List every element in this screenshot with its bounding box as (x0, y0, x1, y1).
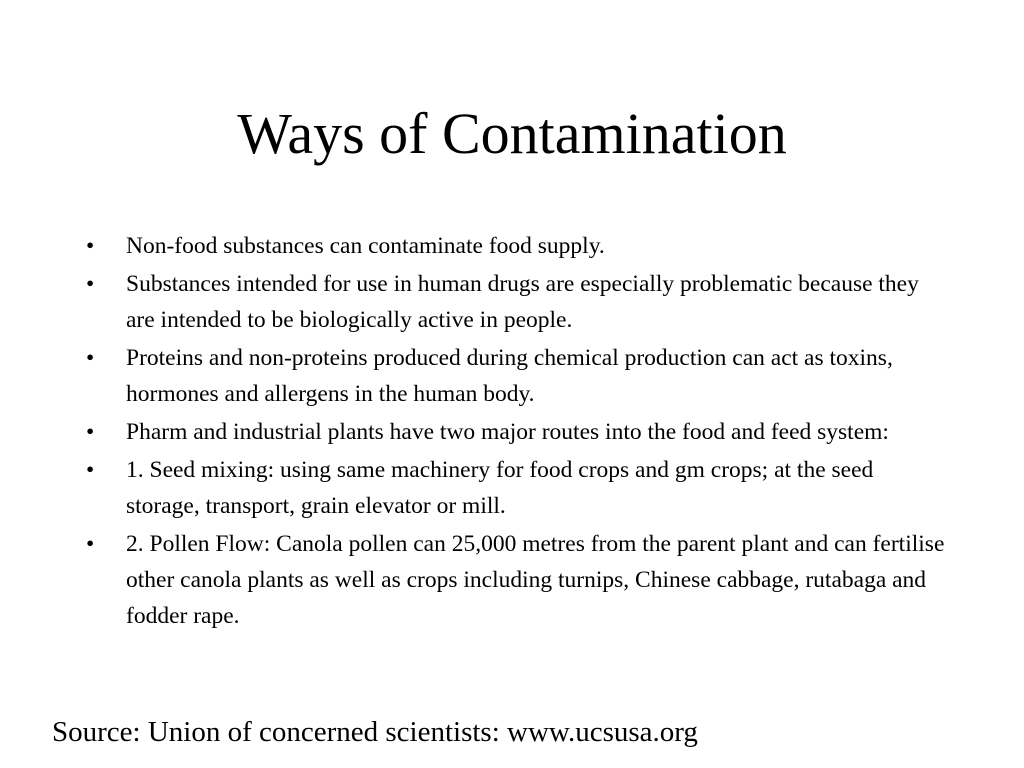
source-citation: Source: Union of concerned scientists: www.ucsusa.org (52, 716, 698, 748)
bullet-list (86, 228, 946, 636)
bullet-text: Non-food substances can contaminate food supply. (126, 233, 605, 259)
bullet-item (86, 340, 946, 412)
bullet-text: 2. Pollen Flow: Canola pollen can 25,000 metres from the parent plant and can fertilise other canola plants as well as crops including turnips, Chinese cabbage, rutabaga and fodder rape. (126, 531, 945, 629)
bullet-dot-icon: • (86, 531, 95, 557)
bullet-dot-icon: • (86, 345, 95, 371)
bullet-item (86, 526, 946, 634)
bullet-item (86, 414, 946, 450)
bullet-item (86, 452, 946, 524)
bullet-text: Proteins and non-proteins produced during chemical production can act as toxins, hormones and allergens in the human body. (126, 345, 893, 407)
bullet-item (86, 228, 946, 264)
bullet-text: 1. Seed mixing: using same machinery for food crops and gm crops; at the seed storage, transport, grain elevator or mill. (126, 457, 874, 519)
bullet-dot-icon: • (86, 271, 95, 297)
bullet-dot-icon: • (86, 419, 95, 445)
bullet-text: Pharm and industrial plants have two major routes into the food and feed system: (126, 419, 889, 445)
bullet-item (86, 266, 946, 338)
bullet-dot-icon: • (86, 457, 95, 483)
slide-title: Ways of Contamination (237, 101, 787, 166)
bullet-text: Substances intended for use in human drugs are especially problematic because they are intended to be biologically active in people. (126, 271, 919, 333)
bullet-dot-icon: • (86, 233, 95, 259)
